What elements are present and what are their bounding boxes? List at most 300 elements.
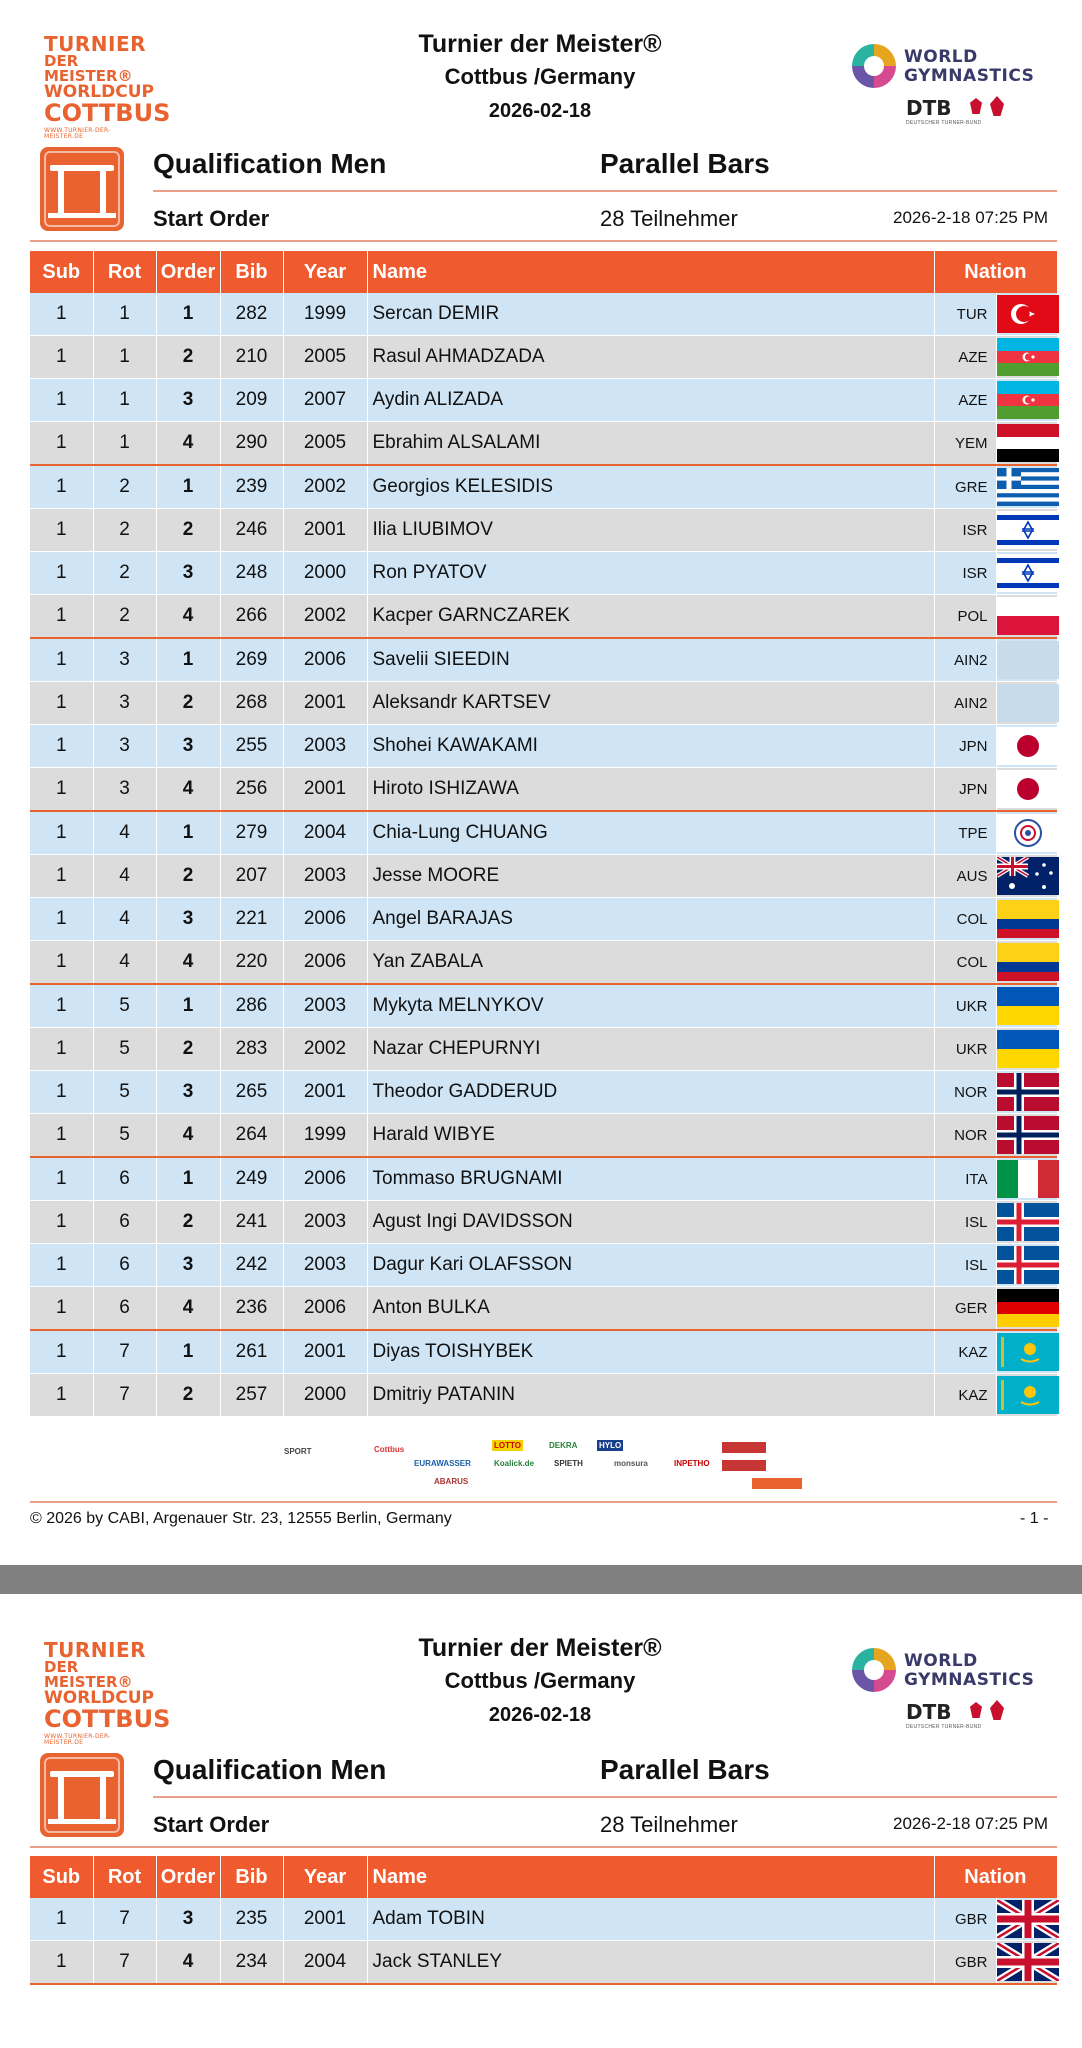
table-row[interactable] [30, 898, 1057, 941]
table-row[interactable] [30, 1374, 1057, 1417]
cell-nation: UKR [934, 984, 996, 1028]
cell-year: 2001 [283, 509, 367, 552]
dtb-subtitle: DEUTSCHER TURNER-BUND [906, 1724, 982, 1730]
apparatus-title: Parallel Bars [600, 148, 770, 179]
flag-colombia-icon [996, 941, 1057, 985]
flag-ukraine-icon [996, 984, 1057, 1028]
flag-norway-icon [996, 1071, 1057, 1114]
cell-rot: 6 [93, 1244, 156, 1287]
table-row[interactable] [30, 768, 1057, 812]
cell-bib: 209 [220, 379, 283, 422]
parallel-bars-icon [40, 147, 124, 231]
event-header [340, 28, 740, 128]
cell-nation: ISL [934, 1201, 996, 1244]
competition-title: Qualification Men [153, 1754, 387, 1785]
logo-line-2: DER MEISTER® [44, 1658, 133, 1691]
event-city: Cottbus /Germany [444, 64, 636, 89]
col-rot[interactable]: Rot [93, 1856, 156, 1898]
table-row[interactable] [30, 1157, 1057, 1201]
cell-sub: 1 [30, 941, 93, 985]
cell-year: 2006 [283, 638, 367, 682]
world-gymnastics-dtb-logo [852, 1648, 1035, 1733]
cell-sub: 1 [30, 1898, 93, 1941]
cell-name: Ron PYATOV [367, 552, 934, 595]
cell-name: Tommaso BRUGNAMI [367, 1157, 934, 1201]
cell-year: 2002 [283, 465, 367, 509]
flag-tpe-icon [996, 811, 1057, 855]
sponsor-logos [282, 1440, 802, 1498]
turnier-der-meister-logo [44, 32, 171, 140]
cell-year: 2006 [283, 1287, 367, 1331]
cell-year: 2006 [283, 1157, 367, 1201]
cell-name: Kacper GARNCZAREK [367, 595, 934, 639]
cell-nation: GBR [934, 1941, 996, 1985]
table-row[interactable] [30, 1287, 1057, 1331]
cell-name: Rasul AHMADZADA [367, 336, 934, 379]
table-row[interactable] [30, 1330, 1057, 1374]
world-gymnastics-dtb-logo [852, 44, 1035, 129]
flag-kazakhstan-icon [996, 1374, 1057, 1417]
cell-order: 2 [156, 1028, 220, 1071]
print-timestamp: 2026-2-18 07:25 PM [893, 208, 1048, 227]
cell-bib: 210 [220, 336, 283, 379]
col-order[interactable]: Order [156, 1856, 220, 1898]
cell-order: 1 [156, 1330, 220, 1374]
cell-order: 4 [156, 768, 220, 812]
flag-uk-icon [996, 1941, 1057, 1985]
flag-germany-icon [996, 1287, 1057, 1331]
cell-bib: 286 [220, 984, 283, 1028]
cell-sub: 1 [30, 1071, 93, 1114]
cell-name: Aydin ALIZADA [367, 379, 934, 422]
sponsor-logo: SPIETH [554, 1459, 583, 1468]
cell-sub: 1 [30, 422, 93, 466]
event-date: 2026-02-18 [488, 100, 592, 122]
col-nation[interactable]: Nation [934, 1856, 1057, 1898]
table-row[interactable] [30, 509, 1057, 552]
cell-nation: ISR [934, 509, 996, 552]
cell-rot: 6 [93, 1287, 156, 1331]
cell-nation: AUS [934, 855, 996, 898]
cell-name: Diyas TOISHYBEK [367, 1330, 934, 1374]
cell-name: Angel BARAJAS [367, 898, 934, 941]
cell-order: 4 [156, 1941, 220, 1985]
cell-nation: KAZ [934, 1330, 996, 1374]
start-order-table [30, 251, 1058, 1417]
table-row[interactable] [30, 984, 1057, 1028]
flag-azerbaijan-icon [996, 379, 1057, 422]
event-title: Turnier der Meister® [418, 30, 662, 58]
flag-blank-icon [996, 638, 1057, 682]
dtb-wordmark: DTB [906, 1700, 952, 1724]
cell-sub: 1 [30, 1114, 93, 1158]
world-gymnastics-icon [852, 1648, 896, 1692]
cell-rot: 3 [93, 682, 156, 725]
col-year[interactable]: Year [283, 1856, 367, 1898]
cell-order: 2 [156, 509, 220, 552]
cell-sub: 1 [30, 811, 93, 855]
flag-iceland-icon [996, 1244, 1057, 1287]
cell-year: 2003 [283, 984, 367, 1028]
logo-url: WWW.TURNIER-DER-MEISTER.DE [44, 127, 111, 140]
participant-count: 28 Teilnehmer [600, 206, 738, 231]
flag-greece-icon [996, 465, 1057, 509]
cell-rot: 7 [93, 1941, 156, 1985]
cell-rot: 2 [93, 552, 156, 595]
cell-sub: 1 [30, 1941, 93, 1985]
col-year[interactable]: Year [283, 251, 367, 293]
flag-italy-icon [996, 1157, 1057, 1201]
cell-year: 2001 [283, 1898, 367, 1941]
start-order-table-continued [30, 1856, 1058, 1985]
table-row[interactable] [30, 293, 1057, 336]
cell-order: 4 [156, 422, 220, 466]
cell-bib: 257 [220, 1374, 283, 1417]
cell-bib: 261 [220, 1330, 283, 1374]
cell-order: 4 [156, 1287, 220, 1331]
apparatus-title: Parallel Bars [600, 1754, 770, 1785]
cell-sub: 1 [30, 682, 93, 725]
cell-order: 3 [156, 552, 220, 595]
table-row[interactable] [30, 552, 1057, 595]
flag-turkey-icon [996, 293, 1057, 336]
page-separator [0, 1565, 1082, 1594]
cell-bib: 265 [220, 1071, 283, 1114]
cell-bib: 249 [220, 1157, 283, 1201]
flag-japan-icon [996, 725, 1057, 768]
cell-sub: 1 [30, 855, 93, 898]
cell-sub: 1 [30, 638, 93, 682]
cell-sub: 1 [30, 1374, 93, 1417]
cell-bib: 290 [220, 422, 283, 466]
cell-sub: 1 [30, 725, 93, 768]
footer-page-number: - 1 - [1020, 1510, 1049, 1527]
cell-rot: 4 [93, 811, 156, 855]
cell-sub: 1 [30, 552, 93, 595]
cell-year: 2000 [283, 1374, 367, 1417]
cell-rot: 2 [93, 595, 156, 639]
logo-line-3: WORLDCUP [44, 82, 154, 102]
cell-nation: ISR [934, 552, 996, 595]
cell-nation: JPN [934, 768, 996, 812]
table-row[interactable] [30, 638, 1057, 682]
table-row[interactable] [30, 1898, 1057, 1941]
table-row[interactable] [30, 811, 1057, 855]
cell-year: 2001 [283, 682, 367, 725]
cell-nation: GRE [934, 465, 996, 509]
table-row[interactable] [30, 1941, 1057, 1985]
flag-azerbaijan-icon [996, 336, 1057, 379]
cell-nation: ITA [934, 1157, 996, 1201]
cell-rot: 4 [93, 855, 156, 898]
table-row[interactable] [30, 1071, 1057, 1114]
cell-order: 2 [156, 1374, 220, 1417]
cell-name: Adam TOBIN [367, 1898, 934, 1941]
cell-rot: 6 [93, 1157, 156, 1201]
table-row[interactable] [30, 1114, 1057, 1158]
cell-sub: 1 [30, 1287, 93, 1331]
cell-year: 2004 [283, 1941, 367, 1985]
table-row[interactable] [30, 1028, 1057, 1071]
cell-name: Ilia LIUBIMOV [367, 509, 934, 552]
table-row[interactable] [30, 682, 1057, 725]
cell-bib: 234 [220, 1941, 283, 1985]
cell-order: 1 [156, 465, 220, 509]
cell-sub: 1 [30, 768, 93, 812]
event-date: 2026-02-18 [488, 1704, 592, 1726]
cell-order: 1 [156, 984, 220, 1028]
cell-year: 2004 [283, 811, 367, 855]
table-header-row [30, 251, 1057, 293]
cell-bib: 239 [220, 465, 283, 509]
cell-sub: 1 [30, 465, 93, 509]
flag-poland-icon [996, 595, 1057, 639]
table-row[interactable] [30, 595, 1057, 639]
cell-name: Jack STANLEY [367, 1941, 934, 1985]
col-nation[interactable]: Nation [934, 251, 1057, 293]
dtb-wordmark: DTB [906, 96, 952, 120]
flag-norway-icon [996, 1114, 1057, 1158]
cell-bib: 264 [220, 1114, 283, 1158]
header-divider [153, 1796, 1057, 1798]
header-divider [153, 190, 1057, 192]
cell-sub: 1 [30, 336, 93, 379]
cell-year: 2002 [283, 1028, 367, 1071]
cell-nation: NOR [934, 1071, 996, 1114]
logo-line-1: TURNIER [44, 32, 147, 56]
cell-year: 2001 [283, 1071, 367, 1114]
print-timestamp: 2026-2-18 07:25 PM [893, 1814, 1048, 1833]
cell-bib: 268 [220, 682, 283, 725]
cell-sub: 1 [30, 898, 93, 941]
list-type: Start Order [153, 1812, 270, 1837]
cell-year: 2005 [283, 422, 367, 466]
cell-sub: 1 [30, 1330, 93, 1374]
cell-order: 3 [156, 1898, 220, 1941]
cell-name: Aleksandr KARTSEV [367, 682, 934, 725]
cell-name: Anton BULKA [367, 1287, 934, 1331]
flag-japan-icon [996, 768, 1057, 812]
cell-order: 3 [156, 1244, 220, 1287]
cell-rot: 6 [93, 1201, 156, 1244]
cell-sub: 1 [30, 379, 93, 422]
page-2 [0, 1594, 1082, 2048]
col-name[interactable]: Name [367, 251, 934, 293]
flag-kazakhstan-icon [996, 1330, 1057, 1374]
logo-line-4: COTTBUS [44, 1705, 171, 1733]
sponsor-logo [722, 1460, 766, 1471]
cell-year: 1999 [283, 293, 367, 336]
cell-rot: 5 [93, 1114, 156, 1158]
flag-yemen-icon [996, 422, 1057, 466]
col-bib[interactable]: Bib [220, 1856, 283, 1898]
cell-bib: 269 [220, 638, 283, 682]
dtb-subtitle: DEUTSCHER TURNER-BUND [906, 120, 982, 126]
cell-order: 3 [156, 898, 220, 941]
table-row[interactable] [30, 422, 1057, 466]
cell-nation: NOR [934, 1114, 996, 1158]
cell-name: Yan ZABALA [367, 941, 934, 985]
cell-rot: 3 [93, 768, 156, 812]
participant-count: 28 Teilnehmer [600, 1812, 738, 1837]
flag-iceland-icon [996, 1201, 1057, 1244]
table-row[interactable] [30, 465, 1057, 509]
sponsor-logo: SPORT [284, 1447, 312, 1456]
cell-nation: AIN2 [934, 638, 996, 682]
flag-australia-icon [996, 855, 1057, 898]
cell-nation: POL [934, 595, 996, 639]
sponsor-logo: Koalick.de [494, 1459, 535, 1468]
sponsor-logo: DEKRA [549, 1441, 578, 1450]
sponsor-logo [752, 1478, 802, 1489]
sponsor-logo: INPETHO [674, 1459, 710, 1468]
cell-name: Shohei KAWAKAMI [367, 725, 934, 768]
cell-name: Harald WIBYE [367, 1114, 934, 1158]
sponsor-logo [722, 1442, 766, 1453]
cell-name: Chia-Lung CHUANG [367, 811, 934, 855]
cell-nation: AZE [934, 336, 996, 379]
cell-rot: 1 [93, 293, 156, 336]
cell-bib: 241 [220, 1201, 283, 1244]
cell-bib: 242 [220, 1244, 283, 1287]
logo-line-3: WORLDCUP [44, 1688, 154, 1708]
col-bib[interactable]: Bib [220, 251, 283, 293]
table-header-row [30, 1856, 1057, 1898]
cell-sub: 1 [30, 1028, 93, 1071]
cell-rot: 3 [93, 638, 156, 682]
cell-bib: 279 [220, 811, 283, 855]
cell-bib: 221 [220, 898, 283, 941]
col-rot[interactable]: Rot [93, 251, 156, 293]
cell-rot: 5 [93, 1028, 156, 1071]
dtb-emblem-icon [970, 98, 982, 114]
flag-uk-icon [996, 1898, 1057, 1941]
cell-bib: 266 [220, 595, 283, 639]
cell-name: Dmitriy PATANIN [367, 1374, 934, 1417]
cell-order: 1 [156, 293, 220, 336]
footer-copyright: © 2026 by CABI, Argenauer Str. 23, 12555 Berlin, Germany [30, 1510, 452, 1527]
flag-israel-icon [996, 509, 1057, 552]
event-city: Cottbus /Germany [444, 1668, 636, 1693]
footer-divider [30, 1501, 1057, 1503]
cell-nation: COL [934, 941, 996, 985]
cell-bib: 246 [220, 509, 283, 552]
table-row[interactable] [30, 379, 1057, 422]
table-row[interactable] [30, 941, 1057, 985]
cell-rot: 2 [93, 465, 156, 509]
cell-sub: 1 [30, 984, 93, 1028]
cell-sub: 1 [30, 1157, 93, 1201]
cell-rot: 2 [93, 509, 156, 552]
cell-sub: 1 [30, 595, 93, 639]
turnier-der-meister-logo [44, 1638, 171, 1746]
table-row[interactable] [30, 336, 1057, 379]
cell-bib: 248 [220, 552, 283, 595]
cell-order: 1 [156, 811, 220, 855]
cell-nation: JPN [934, 725, 996, 768]
cell-sub: 1 [30, 1244, 93, 1287]
cell-bib: 283 [220, 1028, 283, 1071]
logo-line-2: DER MEISTER® [44, 52, 133, 85]
cell-bib: 256 [220, 768, 283, 812]
cell-order: 2 [156, 336, 220, 379]
cell-rot: 4 [93, 898, 156, 941]
sponsor-logo: ABARUS [434, 1477, 469, 1486]
eagle-icon [990, 1700, 1004, 1720]
cell-order: 4 [156, 595, 220, 639]
cell-name: Savelii SIEEDIN [367, 638, 934, 682]
cell-order: 3 [156, 725, 220, 768]
world-gymnastics-wordmark: WORLD GYMNASTICS [904, 47, 1035, 86]
cell-nation: TPE [934, 811, 996, 855]
cell-rot: 1 [93, 422, 156, 466]
cell-rot: 1 [93, 336, 156, 379]
table-row[interactable] [30, 1201, 1057, 1244]
cell-rot: 1 [93, 379, 156, 422]
col-name[interactable]: Name [367, 1856, 934, 1898]
cell-sub: 1 [30, 1201, 93, 1244]
col-order[interactable]: Order [156, 251, 220, 293]
sponsor-logo: monsura [614, 1459, 648, 1468]
cell-bib: 235 [220, 1898, 283, 1941]
cell-name: Ebrahim ALSALAMI [367, 422, 934, 466]
cell-bib: 207 [220, 855, 283, 898]
flag-colombia-icon [996, 898, 1057, 941]
cell-rot: 3 [93, 725, 156, 768]
cell-nation: KAZ [934, 1374, 996, 1417]
cell-nation: GBR [934, 1898, 996, 1941]
cell-nation: TUR [934, 293, 996, 336]
cell-year: 1999 [283, 1114, 367, 1158]
cell-order: 2 [156, 1201, 220, 1244]
dtb-emblem-icon [970, 1702, 982, 1718]
col-sub[interactable]: Sub [30, 251, 93, 293]
cell-name: Theodor GADDERUD [367, 1071, 934, 1114]
cell-order: 4 [156, 941, 220, 985]
cell-name: Georgios KELESIDIS [367, 465, 934, 509]
cell-name: Hiroto ISHIZAWA [367, 768, 934, 812]
cell-bib: 236 [220, 1287, 283, 1331]
cell-rot: 5 [93, 1071, 156, 1114]
table-row[interactable] [30, 1244, 1057, 1287]
cell-nation: UKR [934, 1028, 996, 1071]
cell-year: 2001 [283, 768, 367, 812]
cell-order: 4 [156, 1114, 220, 1158]
logo-line-4: COTTBUS [44, 99, 171, 127]
logo-line-1: TURNIER [44, 1638, 147, 1662]
logo-url: WWW.TURNIER-DER-MEISTER.DE [44, 1733, 111, 1746]
sponsor-logo: Cottbus [374, 1445, 405, 1454]
cell-order: 2 [156, 855, 220, 898]
cell-order: 2 [156, 682, 220, 725]
header-divider-2 [30, 240, 1057, 242]
world-gymnastics-wordmark: WORLD GYMNASTICS [904, 1651, 1035, 1690]
col-sub[interactable]: Sub [30, 1856, 93, 1898]
flag-israel-icon [996, 552, 1057, 595]
cell-name: Agust Ingi DAVIDSSON [367, 1201, 934, 1244]
cell-nation: YEM [934, 422, 996, 466]
cell-year: 2003 [283, 725, 367, 768]
cell-name: Dagur Kari OLAFSSON [367, 1244, 934, 1287]
cell-sub: 1 [30, 293, 93, 336]
cell-order: 1 [156, 638, 220, 682]
table-row[interactable] [30, 855, 1057, 898]
eagle-icon [990, 96, 1004, 116]
cell-name: Nazar CHEPURNYI [367, 1028, 934, 1071]
cell-order: 3 [156, 379, 220, 422]
competition-title: Qualification Men [153, 148, 387, 179]
table-row[interactable] [30, 725, 1057, 768]
